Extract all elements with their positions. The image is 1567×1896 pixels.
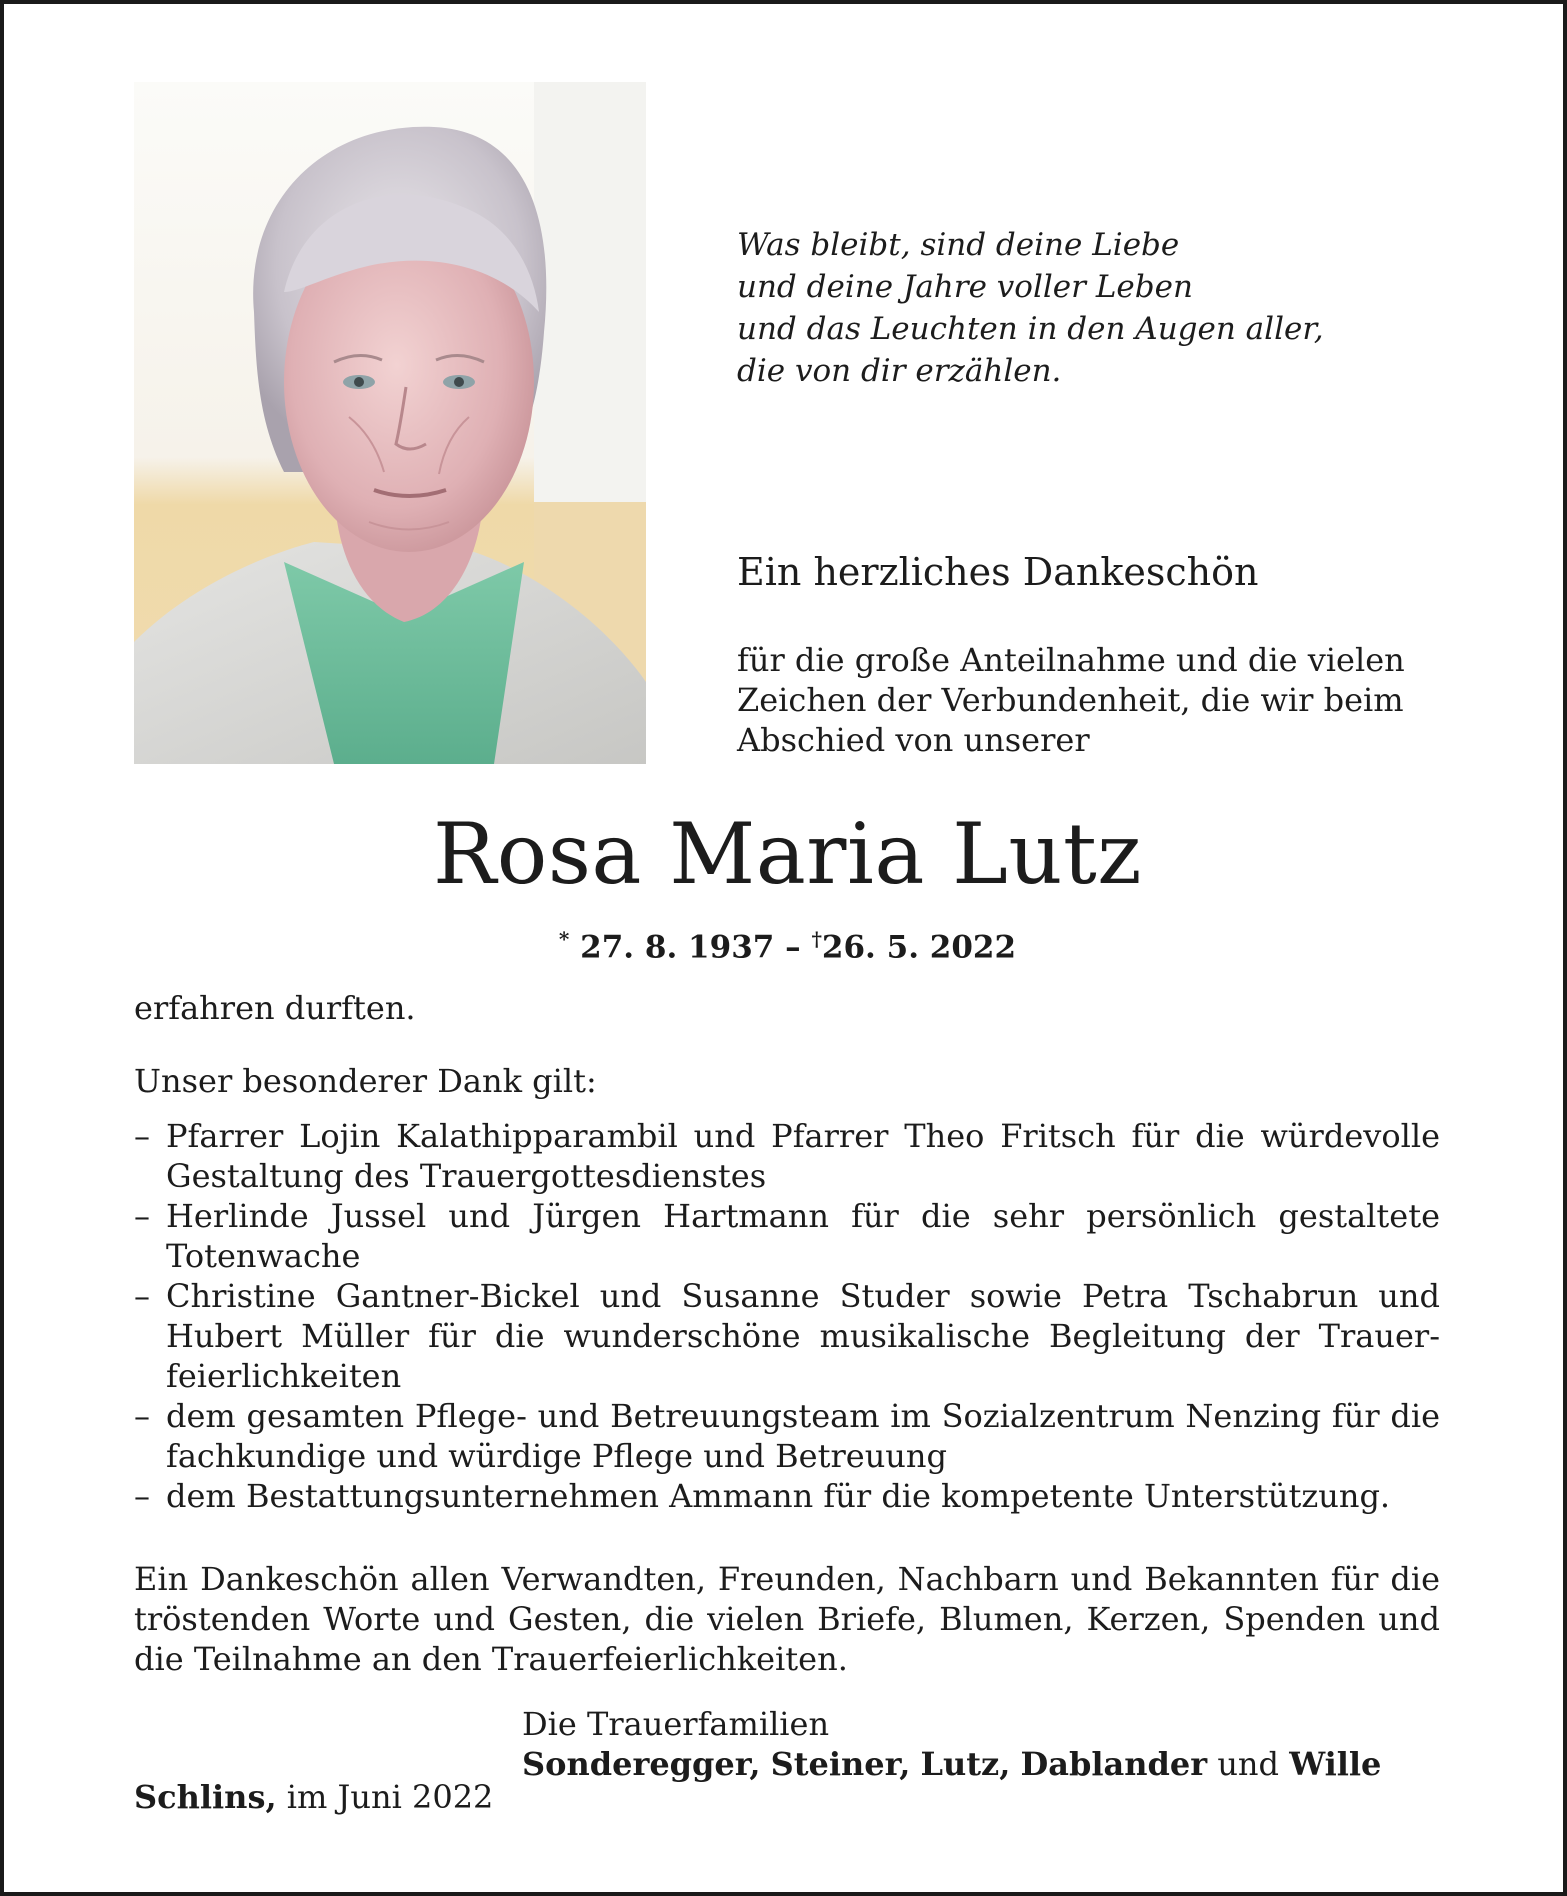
intro-line: für die große Anteilnahme und die vielen — [737, 641, 1405, 679]
closing-paragraph: Ein Dankeschön allen Verwandten, Freunden, Nachbarn und Bekannten für die tröstenden Worte und Gesten, die vielen Briefe, Blumen, Kerzen, Spenden und die Teilnahme an den Trauerfeierlichkeiten. — [134, 1560, 1440, 1678]
list-item — [134, 1196, 1440, 1276]
deceased-name: Rosa Maria Lutz — [433, 805, 1142, 903]
family-name: Lutz, — [920, 1745, 1011, 1783]
quote-line: die von dir erzählen. — [737, 353, 1062, 389]
list-item — [134, 1476, 1440, 1516]
list-item-text: dem Bestattungsunternehmen Ammann für die kompetente Unterstützung. — [166, 1477, 1391, 1515]
list-item — [134, 1396, 1440, 1476]
death-date: 26. 5. 2022 — [821, 929, 1017, 966]
memorial-quote — [737, 224, 1457, 392]
list-item — [134, 1116, 1440, 1196]
signoff — [522, 1704, 1381, 1784]
portrait-photo — [134, 82, 646, 764]
thank-you-heading: Ein herzliches Dankeschön — [737, 550, 1259, 594]
list-item-text: Christine Gantner-Bickel und Susanne Studer sowie Petra Tschabrun und Hubert Müller für die wunderschöne musikalische Begleitung der Trauer-feierlichkeiten — [166, 1277, 1440, 1395]
dash-marker: – — [134, 1117, 150, 1155]
quote-line: und deine Jahre voller Leben — [737, 269, 1193, 305]
family-name: Steiner, — [770, 1745, 911, 1783]
portrait-image — [134, 82, 646, 764]
birth-date: 27. 8. 1937 — [580, 929, 775, 966]
intro-paragraph — [737, 640, 1457, 760]
dash-marker: – — [134, 1397, 150, 1435]
intro-line: Abschied von unserer — [737, 721, 1090, 759]
date-separator: – — [785, 929, 801, 966]
list-item-text: dem gesamten Pflege- und Betreuungsteam im Sozialzentrum Nenzing für die fachkundige und würdige Pflege und Betreuung — [166, 1397, 1440, 1475]
dash-marker: – — [134, 1477, 150, 1515]
dash-marker: – — [134, 1277, 150, 1315]
conjunction: und — [1217, 1745, 1280, 1783]
intro-line: Zeichen der Verbundenheit, die wir beim — [737, 681, 1404, 719]
list-item-text: Pfarrer Lojin Kalathipparambil und Pfarrer Theo Fritsch für die würdevolle Gestaltung des Trauergottesdienstes — [166, 1117, 1440, 1195]
list-item — [134, 1276, 1440, 1396]
place-town: Schlins, — [134, 1778, 277, 1816]
family-name: Sonderegger, — [522, 1745, 761, 1783]
life-dates — [4, 919, 1567, 967]
family-name: Wille — [1289, 1745, 1382, 1783]
dash-marker: – — [134, 1197, 150, 1235]
list-item-text: Herlinde Jussel und Jürgen Hartmann für die sehr persönlich gestaltete Totenwache — [166, 1197, 1440, 1275]
death-symbol: † — [811, 927, 822, 951]
family-name: Dablander — [1020, 1745, 1208, 1783]
birth-symbol: * — [558, 927, 570, 951]
special-thanks-intro: Unser besonderer Dank gilt: — [134, 1062, 597, 1100]
place-date — [134, 1777, 493, 1817]
family-names — [522, 1744, 1381, 1784]
place-date-text: im Juni 2022 — [286, 1778, 494, 1816]
quote-line: Was bleibt, sind deine Liebe — [737, 227, 1180, 263]
quote-line: und das Leuchten in den Augen aller, — [737, 311, 1324, 347]
signoff-label: Die Trauerfamilien — [522, 1705, 830, 1743]
continuation-text: erfahren durften. — [134, 989, 416, 1027]
special-thanks-list — [134, 1116, 1440, 1516]
